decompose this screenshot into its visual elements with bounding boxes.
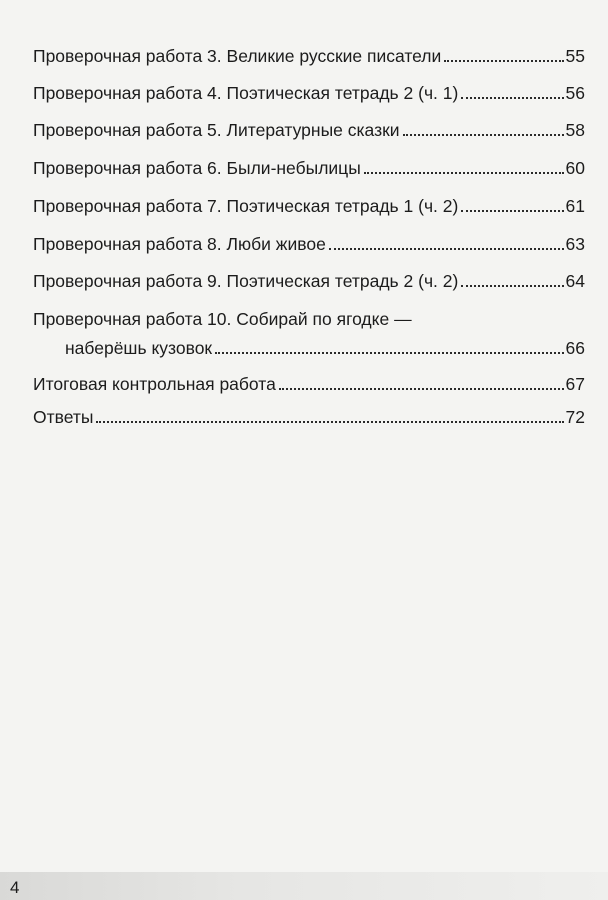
dot-leader bbox=[279, 387, 564, 390]
toc-entry-title: Проверочная работа 8. Люби живое bbox=[33, 234, 326, 254]
toc-entry[interactable] bbox=[33, 82, 585, 104]
toc-entry-page: 58 bbox=[565, 120, 585, 140]
toc-entry-title-line2: наберёшь кузовок bbox=[65, 338, 213, 358]
toc-entry[interactable] bbox=[33, 233, 585, 255]
dot-leader bbox=[329, 247, 564, 250]
dot-leader bbox=[461, 96, 563, 99]
dot-leader bbox=[444, 59, 563, 62]
toc-entry-title: Итоговая контрольная работа bbox=[33, 374, 276, 394]
toc-entry-page: 56 bbox=[565, 83, 585, 103]
toc-entry-title: Проверочная работа 3. Великие русские писатели bbox=[33, 46, 442, 66]
toc-entry-title: Проверочная работа 4. Поэтическая тетрадь 2 (ч. 1) bbox=[33, 83, 459, 103]
toc-entry[interactable] bbox=[33, 195, 585, 217]
toc-entry-page: 64 bbox=[565, 271, 585, 291]
dot-leader bbox=[461, 209, 563, 212]
toc-entry-page: 67 bbox=[565, 374, 585, 394]
toc-entry-title-line1[interactable]: Проверочная работа 10. Собирай по ягодке — bbox=[33, 309, 412, 329]
toc-entry-title: Ответы bbox=[33, 407, 94, 427]
toc-entry[interactable] bbox=[33, 157, 585, 179]
dot-leader bbox=[403, 133, 564, 136]
toc-entry-page: 66 bbox=[565, 338, 585, 358]
toc-entry[interactable] bbox=[33, 45, 585, 67]
toc-entry-page: 55 bbox=[565, 46, 585, 66]
toc-entry[interactable] bbox=[33, 270, 585, 292]
toc-entry[interactable] bbox=[33, 406, 585, 428]
toc-entry-title: Проверочная работа 5. Литературные сказки bbox=[33, 120, 400, 140]
dot-leader bbox=[461, 284, 563, 287]
page-number: 4 bbox=[10, 878, 20, 897]
dot-leader bbox=[364, 171, 564, 174]
toc-entry-page: 63 bbox=[565, 234, 585, 254]
toc-entry-title: Проверочная работа 6. Были-небылицы bbox=[33, 158, 361, 178]
toc-entry-title: Проверочная работа 7. Поэтическая тетрадь 1 (ч. 2) bbox=[33, 196, 459, 216]
toc-entry-page: 61 bbox=[565, 196, 585, 216]
dot-leader bbox=[96, 420, 563, 423]
toc-entry-page: 60 bbox=[565, 158, 585, 178]
toc-entry[interactable] bbox=[33, 373, 585, 395]
dot-leader bbox=[215, 351, 563, 354]
footer-band bbox=[0, 872, 608, 900]
toc-entry[interactable] bbox=[33, 337, 585, 359]
toc-entry-title: Проверочная работа 9. Поэтическая тетрадь 2 (ч. 2) bbox=[33, 271, 459, 291]
toc-entry[interactable] bbox=[33, 119, 585, 141]
toc-entry-page: 72 bbox=[565, 407, 585, 427]
